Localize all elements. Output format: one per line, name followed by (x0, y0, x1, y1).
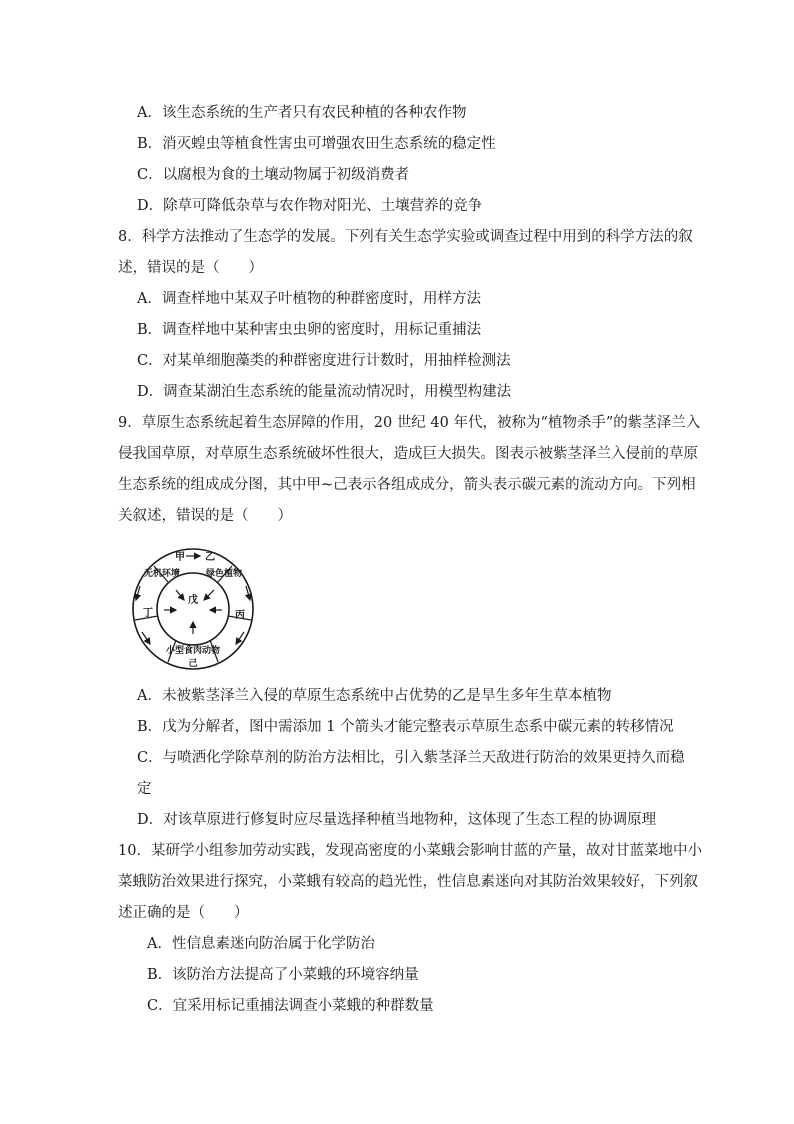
q9-option-c: C．与喷洒化学除草剂的防治方法相比，引入紫茎泽兰天敌进行防治的效果更持久而稳 (137, 750, 685, 766)
label-yi: 乙 (205, 552, 215, 563)
label-ji: 己 (188, 659, 198, 669)
q9-stem-line-1: 9．草原生态系统起着生态屏障的作用，20 世纪 40 年代，被称为“植物杀手”的紫茎泽兰入 (118, 415, 701, 431)
q9-stem-line-2: 侵我国草原，对草原生态系统破坏性很大，造成巨大损失。图表示被紫茎泽兰入侵前的草原 (118, 446, 698, 462)
q9-option-d: D．对该草原进行修复时应尽量选择种植当地物种，这体现了生态工程的协调原理 (137, 812, 657, 828)
q9-option-c-continued: 定 (137, 781, 152, 797)
q9-stem-line-3: 生态系统的组成成分图，其中甲~己表示各组成成分，箭头表示碳元素的流动方向。下列相 (118, 477, 696, 493)
q10-stem-line-1: 10．某研学小组参加劳动实践，发现高密度的小菜蛾会影响甘蓝的产量，故对甘蓝菜地中小 (118, 843, 702, 859)
q7-option-a: A．该生态系统的生产者只有农民种植的各种农作物 (137, 105, 467, 121)
label-jia: 甲 (175, 552, 185, 563)
q8-option-b: B．调查样地中某种害虫虫卵的密度时，用标记重捕法 (137, 322, 482, 338)
label-bing: 丙 (235, 610, 245, 621)
q8-stem-line-2: 述，错误的是（ ） (118, 260, 263, 276)
label-wu: 戊 (188, 595, 198, 606)
q10-option-a: A．性信息素迷向防治属于化学防治 (147, 936, 375, 952)
q8-option-c: C．对某单细胞藻类的种群密度进行计数时，用抽样检测法 (137, 353, 511, 369)
q10-stem-line-3: 述正确的是（ ） (118, 905, 249, 921)
q7-option-b: B．消灭蝗虫等植食性害虫可增强农田生态系统的稳定性 (137, 136, 496, 152)
q8-stem-line-1: 8．科学方法推动了生态学的发展。下列有关生态学实验或调查过程中用到的科学方法的叙 (118, 229, 693, 245)
q10-option-b: B．该防治方法提高了小菜蛾的环境容纳量 (147, 967, 419, 983)
q7-option-d: D．除草可降低杂草与农作物对阳光、土壤营养的竞争 (137, 198, 483, 214)
inner-circle (157, 573, 229, 645)
label-abiotic-environment: 无机环境 (143, 569, 181, 579)
q10-option-c: C．宜采用标记重捕法调查小菜蛾的种群数量 (147, 998, 434, 1014)
q9-stem-line-4: 关叙述，错误的是（ ） (118, 508, 292, 524)
q8-option-d: D．调查某湖泊生态系统的能量流动情况时，用模型构建法 (137, 384, 512, 400)
q9-option-a: A．未被紫茎泽兰入侵的草原生态系统中占优势的乙是旱生多年生草本植物 (137, 688, 612, 704)
q10-stem-line-2: 菜蛾防治效果进行探究，小菜蛾有较高的趋光性，性信息素迷向对其防治效果较好，下列叙 (118, 874, 698, 890)
ecosystem-component-diagram (118, 546, 268, 672)
q7-option-c: C．以腐根为食的土壤动物属于初级消费者 (137, 167, 410, 183)
label-green-plants: 绿色植物 (205, 569, 243, 579)
q9-option-b: B．戊为分解者，图中需添加 1 个箭头才能完整表示草原生态系中碳元素的转移情况 (137, 719, 674, 735)
label-small-carnivores: 小型食肉动物 (165, 646, 221, 656)
q8-option-a: A．调查样地中某双子叶植物的种群密度时，用样方法 (137, 291, 481, 307)
label-ding: 丁 (143, 608, 153, 619)
